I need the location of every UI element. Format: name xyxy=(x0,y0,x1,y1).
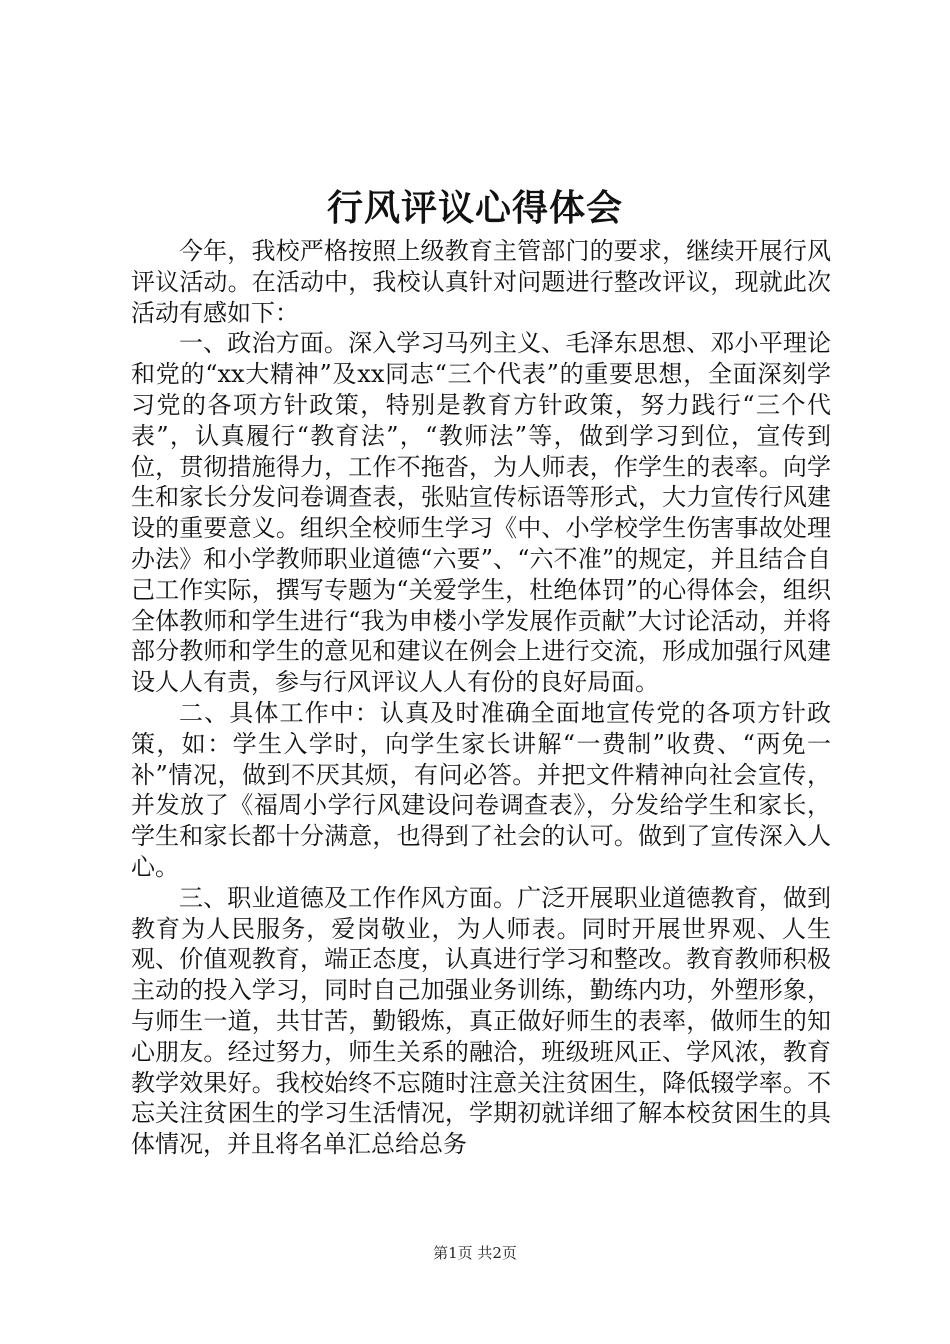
page-number: 第1页 共2页 xyxy=(433,1244,517,1262)
document-title: 行风评议心得体会 xyxy=(326,187,623,229)
paragraph-ethics: 三、职业道德及工作作风方面。广泛开展职业道德教育，做到教育为人民服务，爱岗敬业，为人师表。同时开展世界观、人生观、价值观教育，端正态度，认真进行学习和整改。教育教师积极主动的投入学习，同时自己加强业务训练，勤练内功，外塑形象，与师生一道，共甘苦，勤锻炼，真正做好师生的表率，做师生的知心朋友。经过努力，师生关系的融洽，班级班风正、学风浓，教育教学效果好。我校始终不忘随时注意关注贫困生，降低辍学率。不忘关注贫困生的学习生活情况，学期初就详细了解本校贫困生的具体情况，并且将名单汇总给总务 xyxy=(131,883,831,1159)
paragraph-politics: 一、政治方面。深入学习马列主义、毛泽东思想、邓小平理论和党的“xx大精神”及xx同志“三个代表”的重要思想，全面深刻学习党的各项方针政策，特别是教育方针政策，努力践行“三个代表”，认真履行“教育法”，“教师法”等，做到学习到位，宣传到位，贯彻措施得力，工作不拖沓，为人师表，作学生的表率。向学生和家长分发问卷调查表，张贴宣传标语等形式，大力宣传行风建设的重要意义。组织全校师生学习《中、小学校学生伤害事故处理办法》和小学教师职业道德“六要”、“六不准”的规定，并且结合自己工作实际，撰写专题为“关爱学生，杜绝体罚”的心得体会，组织全体教师和学生进行“我为申楼小学发展作贡献”大讨论活动，并将部分教师和学生的意见和建议在例会上进行交流，形成加强行风建设人人有责，参与行风评议人人有份的良好局面。 xyxy=(131,329,831,697)
paragraph-work: 二、具体工作中：认真及时准确全面地宣传党的各项方针政策，如：学生入学时，向学生家长讲解“一费制”收费、“两免一补”情况，做到不厌其烦，有问必答。并把文件精神向社会宣传，并发放了《福周小学行风建设问卷调查表》，分发给学生和家长，学生和家长都十分满意，也得到了社会的认可。做到了宣传深入人心。 xyxy=(131,698,831,881)
document-body xyxy=(131,236,831,1160)
paragraph-intro: 今年，我校严格按照上级教育主管部门的要求，继续开展行风评议活动。在活动中，我校认真针对问题进行整改评议，现就此次活动有感如下： xyxy=(131,237,831,327)
